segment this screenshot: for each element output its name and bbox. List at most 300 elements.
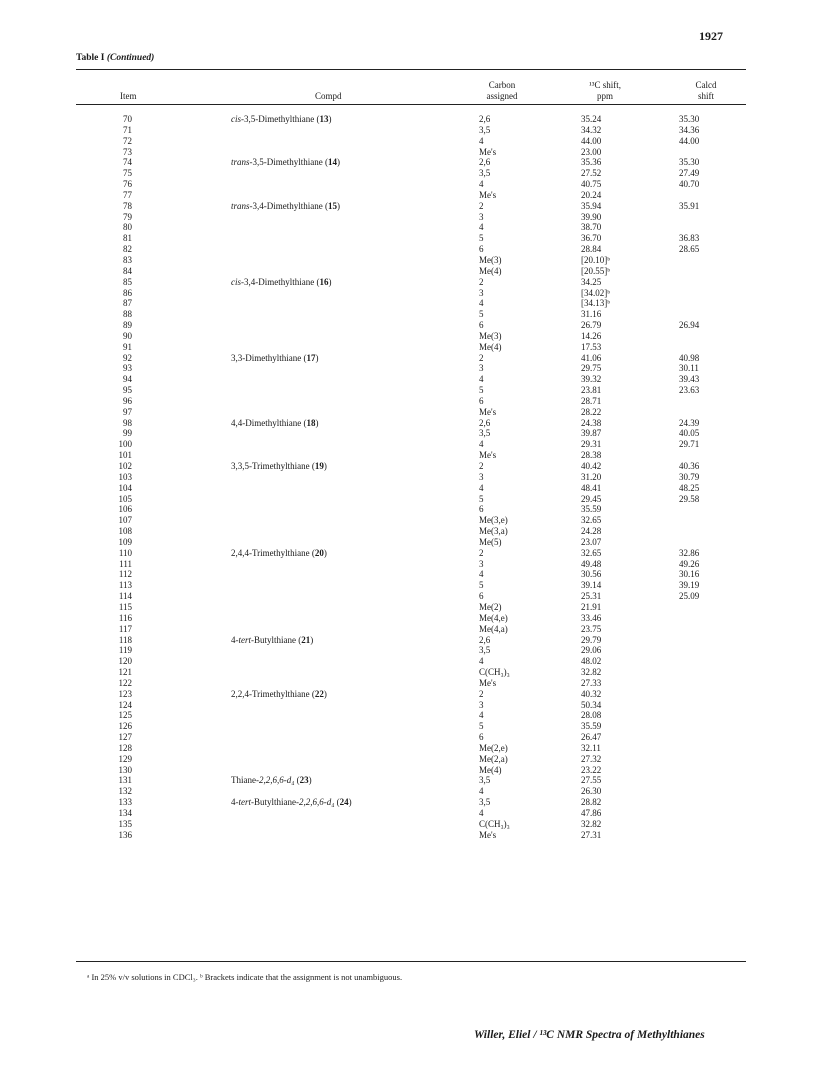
carbon-assigned: 5 [479,580,484,591]
c13-shift: 17.53 [581,341,602,352]
item-number: 127 [118,732,132,743]
carbon-assigned: 2,6 [479,634,491,645]
item-number: 120 [118,656,132,667]
compound-name: 4,4-Dimethylthiane (18) [231,417,319,428]
item-number: 80 [123,222,132,233]
carbon-assigned: Me's [479,406,497,417]
item-number: 122 [118,677,132,688]
compound-name: 2,2,4-Trimethylthiane (22) [231,688,327,699]
table-row [76,363,746,374]
table-row [76,830,746,841]
table-row [76,472,746,483]
c13-shift: 32.11 [581,742,601,753]
item-number: 111 [119,558,132,569]
c13-shift: 35.94 [581,200,602,211]
item-number: 82 [123,244,132,255]
item-number: 97 [123,406,132,417]
header-carbon-assigned [470,80,534,102]
calcd-shift: 44.00 [679,135,700,146]
calcd-shift: 29.58 [679,493,700,504]
table-row [76,754,746,765]
item-number: 79 [123,211,132,222]
compound-name: cis-3,5-Dimethylthiane (13) [231,114,332,124]
carbon-assigned: 4 [479,179,484,190]
calcd-shift: 40.05 [679,428,700,439]
c13-shift: 25.31 [581,591,602,602]
compound-name: 3,3,5-Trimethylthiane (19) [231,461,327,471]
carbon-assigned: 3,5 [479,645,491,656]
carbon-assigned: Me's [479,146,497,157]
item-number: 81 [123,233,132,244]
item-number: 84 [123,265,132,276]
carbon-assigned: Me(4) [479,265,502,276]
carbon-assigned: Me(3) [479,254,502,265]
compound-name: Thiane-2,2,6,6-d₄ (23) [231,775,312,786]
table-row [76,775,746,786]
item-number: 85 [123,276,132,287]
table-row [76,331,746,342]
c13-shift: 32.82 [581,667,602,678]
item-number: 129 [118,753,132,764]
bottom-rule [76,961,746,962]
item-number: 87 [123,298,132,309]
c13-shift: 23.75 [581,623,602,634]
table-row [76,515,746,526]
carbon-assigned: 3 [479,471,484,482]
item-number: 132 [118,786,132,797]
item-number: 119 [118,645,132,656]
item-number: 96 [123,395,132,406]
item-number: 134 [118,808,132,818]
c13-shift: 35.59 [581,721,602,732]
header-carbon-line2: assigned [486,91,518,101]
carbon-assigned: 2,6 [479,157,491,168]
carbon-assigned: 2,6 [479,417,491,428]
item-number: 70 [123,114,132,124]
data-table [76,114,746,841]
c13-shift: 21.91 [581,601,602,612]
table-row [76,222,746,233]
c13-shift: 23.00 [581,146,602,157]
carbon-assigned: 5 [479,233,484,244]
table-row [76,819,746,830]
carbon-assigned: Me(4) [479,341,502,352]
table-row [76,418,746,429]
header-calcd-line2: shift [697,91,714,101]
carbon-assigned: C(CH₃)₃ [479,818,510,829]
header-calcd-shift [680,80,732,102]
calcd-shift: 30.16 [679,569,700,580]
table-row [76,288,746,299]
item-number: 95 [123,385,132,396]
item-number: 73 [123,146,132,157]
item-number: 101 [118,450,132,461]
item-number: 88 [123,309,132,320]
calcd-shift: 40.36 [679,461,700,471]
item-number: 92 [123,352,132,363]
calcd-shift: 32.86 [679,547,700,558]
item-number: 90 [123,330,132,341]
table-row [76,179,746,190]
carbon-assigned: 2 [479,547,484,558]
header-calcd-line1: Calcd [695,80,717,90]
c13-shift: 27.55 [581,775,602,786]
c13-shift: 14.26 [581,330,602,341]
calcd-shift: 36.83 [679,233,700,244]
c13-shift: 39.90 [581,211,602,222]
table-row [76,428,746,439]
table-row [76,591,746,602]
item-number: 93 [123,363,132,374]
calcd-shift: 26.94 [679,320,700,331]
item-number: 124 [118,699,132,710]
c13-shift: 29.79 [581,634,602,645]
table-row [76,320,746,331]
table-row [76,244,746,255]
table-title-label: Table I [76,53,105,63]
calcd-shift: 30.11 [679,363,699,374]
table-row [76,439,746,450]
c13-shift: 47.86 [581,808,602,818]
item-number: 114 [118,591,132,602]
table-row [76,450,746,461]
c13-shift: [20.55]ᵇ [581,265,611,276]
calcd-shift: 27.49 [679,168,700,179]
header-carbon-line1: Carbon [488,80,516,90]
item-number: 123 [118,688,132,699]
c13-shift: 44.00 [581,135,602,146]
c13-shift: 35.59 [581,504,602,515]
c13-shift: 40.42 [581,461,602,471]
c13-shift: 28.82 [581,797,602,808]
calcd-shift: 40.70 [679,179,700,190]
c13-shift: 35.24 [581,114,602,124]
c13-shift: 27.32 [581,753,602,764]
item-number: 121 [118,667,132,678]
table-row [76,114,746,125]
item-number: 77 [123,189,132,200]
table-row [76,559,746,570]
carbon-assigned: 4 [479,439,484,450]
item-number: 86 [123,287,132,298]
carbon-assigned: 4 [479,656,484,667]
table-row [76,797,746,808]
item-number: 89 [123,320,132,331]
carbon-assigned: 4 [479,135,484,146]
c13-shift: 34.32 [581,124,602,135]
item-number: 103 [118,471,132,482]
table-row [76,569,746,580]
carbon-assigned: 2,6 [479,114,491,124]
carbon-assigned: 4 [479,374,484,385]
carbon-assigned: Me(3) [479,330,502,341]
table-row [76,309,746,320]
c13-shift: 40.75 [581,179,602,190]
table-row [76,786,746,797]
item-number: 110 [118,547,132,558]
c13-shift: 32.82 [581,818,602,829]
carbon-assigned: 3,5 [479,775,491,786]
table-row [76,266,746,277]
c13-shift: 31.16 [581,309,602,320]
c13-shift: 29.45 [581,493,602,504]
item-number: 131 [118,775,132,786]
c13-shift: 36.70 [581,233,602,244]
c13-shift: 23.07 [581,536,602,547]
item-number: 126 [118,721,132,732]
table-row [76,125,746,136]
table-row [76,353,746,364]
table-row [76,689,746,700]
carbon-assigned: 2 [479,688,484,699]
item-number: 83 [123,254,132,265]
table-row [76,613,746,624]
carbon-assigned: 6 [479,504,484,515]
table-row [76,255,746,266]
table-row [76,233,746,244]
table-row [76,602,746,613]
table-row [76,635,746,646]
table-row [76,342,746,353]
c13-shift: 49.48 [581,558,602,569]
table-row [76,201,746,212]
calcd-shift: 39.19 [679,580,700,591]
c13-shift: 28.22 [581,406,602,417]
table-row [76,700,746,711]
c13-shift: 23.22 [581,764,602,775]
table-row [76,277,746,288]
calcd-shift: 30.79 [679,471,700,482]
c13-shift: 24.38 [581,417,602,428]
calcd-shift: 35.30 [679,157,700,168]
table-footnote: ᵃ In 25% v/v solutions in CDCl₃. ᵇ Brackets indicate that the assignment is not unambiguous. [87,972,403,982]
carbon-assigned: 4 [479,786,484,797]
carbon-assigned: 3,5 [479,797,491,808]
carbon-assigned: 3 [479,699,484,710]
header-shift-line2: ppm [596,91,613,101]
carbon-assigned: 4 [479,710,484,721]
calcd-shift: 48.25 [679,482,700,493]
carbon-assigned: 6 [479,244,484,255]
carbon-assigned: 2 [479,276,484,287]
carbon-assigned: Me's [479,189,497,200]
table-row [76,743,746,754]
table-row [76,212,746,223]
carbon-assigned: 3 [479,363,484,374]
table-row [76,136,746,147]
compound-name: 4-tert-Butylthiane (21) [231,634,314,645]
item-number: 75 [123,168,132,179]
item-number: 115 [118,601,132,612]
table-row [76,721,746,732]
calcd-shift: 35.91 [679,200,700,211]
table-row [76,548,746,559]
table-row [76,396,746,407]
carbon-assigned: 5 [479,309,484,320]
c13-shift: 28.71 [581,395,602,406]
compound-name: 3,3-Dimethylthiane (17) [231,352,319,363]
carbon-assigned: Me(2,a) [479,753,508,764]
c13-shift: 48.02 [581,656,602,667]
table-row [76,385,746,396]
table-row [76,190,746,201]
carbon-assigned: 6 [479,320,484,331]
header-item: Item [120,91,137,101]
c13-shift: 26.47 [581,732,602,743]
item-number: 136 [118,829,132,840]
item-number: 112 [118,569,132,580]
carbon-assigned: C(CH₃)₃ [479,667,510,678]
carbon-assigned: 3 [479,558,484,569]
table-row [76,808,746,819]
calcd-shift: 40.98 [679,352,700,363]
c13-shift: 34.25 [581,276,602,287]
table-row [76,765,746,776]
item-number: 117 [118,623,132,634]
carbon-assigned: Me(4,a) [479,623,508,634]
carbon-assigned: 4 [479,569,484,580]
c13-shift: 35.36 [581,157,602,168]
table-row [76,645,746,656]
c13-shift: [34.13]ᵇ [581,298,611,309]
item-number: 78 [123,200,132,211]
c13-shift: 32.65 [581,515,602,526]
item-number: 102 [118,461,132,471]
c13-shift: 38.70 [581,222,602,233]
c13-shift: 39.87 [581,428,602,439]
c13-shift: 29.75 [581,363,602,374]
carbon-assigned: 5 [479,493,484,504]
c13-shift: 26.79 [581,320,602,331]
calcd-shift: 34.36 [679,124,700,135]
compound-name: cis-3,4-Dimethylthiane (16) [231,276,332,287]
compound-name: trans-3,4-Dimethylthiane (15) [231,200,340,211]
carbon-assigned: 4 [479,808,484,818]
table-row [76,732,746,743]
c13-shift: 28.38 [581,450,602,461]
table-row [76,504,746,515]
item-number: 100 [118,439,132,450]
item-number: 105 [118,493,132,504]
c13-shift: 32.65 [581,547,602,558]
carbon-assigned: Me's [479,450,497,461]
table-row [76,667,746,678]
table-row [76,157,746,168]
c13-shift: 28.84 [581,244,602,255]
item-number: 94 [123,374,132,385]
carbon-assigned: 2 [479,352,484,363]
c13-shift: [34.02]ᵇ [581,287,611,298]
item-number: 76 [123,179,132,190]
calcd-shift: 28.65 [679,244,700,255]
c13-shift: 27.33 [581,677,602,688]
carbon-assigned: 5 [479,721,484,732]
table-row [76,461,746,472]
item-number: 107 [118,515,132,526]
table-row [76,624,746,635]
calcd-shift: 39.43 [679,374,700,385]
c13-shift: 27.31 [581,829,602,840]
item-number: 74 [123,157,132,168]
carbon-assigned: Me's [479,677,497,688]
item-number: 125 [118,710,132,721]
page-number: 1927 [699,29,723,43]
table-row [76,483,746,494]
item-number: 128 [118,742,132,753]
c13-shift: 33.46 [581,612,602,623]
c13-shift: 27.52 [581,168,602,179]
c13-shift: [20.10]ᵇ [581,254,611,265]
calcd-shift: 29.71 [679,439,700,450]
compound-name: 4-tert-Butylthiane-2,2,6,6-d₄ (24) [231,797,352,808]
c13-shift: 40.32 [581,688,602,699]
c13-shift: 29.06 [581,645,602,656]
item-number: 99 [123,428,132,439]
c13-shift: 30.56 [581,569,602,580]
c13-shift: 39.32 [581,374,602,385]
table-row [76,537,746,548]
carbon-assigned: Me(4) [479,764,502,775]
carbon-assigned: 4 [479,298,484,309]
carbon-assigned: 2 [479,200,484,211]
table-row [76,147,746,158]
table-title [76,53,154,63]
carbon-assigned: 3 [479,287,484,298]
compound-name: 2,4,4-Trimethylthiane (20) [231,547,327,558]
top-rule [76,69,746,70]
carbon-assigned: Me(3,a) [479,526,508,537]
carbon-assigned: 4 [479,482,484,493]
c13-shift: 29.31 [581,439,602,450]
table-title-suffix: (Continued) [106,53,155,63]
carbon-assigned: Me(2) [479,601,502,612]
carbon-assigned: 5 [479,385,484,396]
c13-shift: 41.06 [581,352,602,363]
item-number: 104 [118,482,132,493]
carbon-assigned: Me(3,e) [479,515,508,526]
item-number: 91 [123,341,132,352]
table-row [76,656,746,667]
calcd-shift: 25.09 [679,591,700,602]
table-row [76,494,746,505]
header-c13-shift [570,80,640,102]
table-row [76,298,746,309]
header-compd: Compd [315,91,342,101]
c13-shift: 31.20 [581,471,602,482]
table-row [76,580,746,591]
compound-name: trans-3,5-Dimethylthiane (14) [231,157,340,168]
item-number: 135 [118,818,132,829]
carbon-assigned: Me(2,e) [479,742,508,753]
carbon-assigned: 3 [479,211,484,222]
item-number: 133 [118,797,132,808]
carbon-assigned: 6 [479,591,484,602]
item-number: 71 [123,124,132,135]
c13-shift: 50.34 [581,699,602,710]
item-number: 108 [118,526,132,537]
item-number: 72 [123,135,132,146]
carbon-assigned: Me(4,e) [479,612,508,623]
header-shift-line1: ¹³C shift, [589,80,621,90]
calcd-shift: 23.63 [679,385,700,396]
calcd-shift: 35.30 [679,114,700,124]
c13-shift: 26.30 [581,786,602,797]
carbon-assigned: Me(5) [479,536,502,547]
header-rule [76,104,746,105]
table-row [76,678,746,689]
c13-shift: 39.14 [581,580,602,591]
carbon-assigned: 4 [479,222,484,233]
